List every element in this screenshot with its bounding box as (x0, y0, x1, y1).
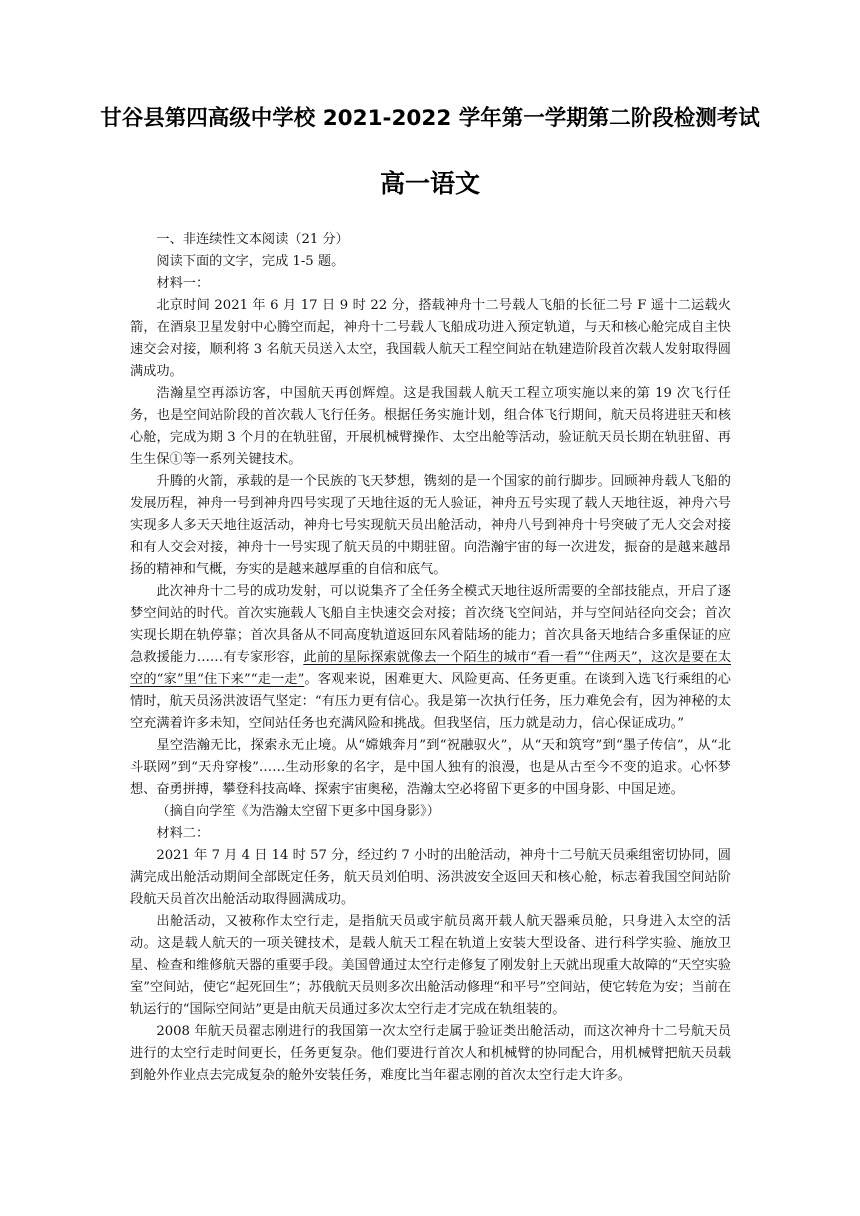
underlined-sentence: 此前的星际探索就像去一个陌生的城市“看一看”“住两天”，这次是要在太空的“家”里“住下来”“走一走” (130, 650, 732, 687)
material-one-label: 材料一： (156, 276, 210, 291)
paragraph: 出舱活动，又被称作太空行走，是指航天员或宇航员离开载人航天器乘员舱，只身进入太空的活动。这是载人航天的一项关键技术，是载人航天工程在轨道上安装大型设备、进行科学实验、施放卫星、检查和维修航天器的重要手段。美国曾通过太空行走修复了刚发射上天就出现重大故障的“天空实验室”空间站，使它“起死回生”；苏俄航天员则多次出舱活动修理“和平号”空间站，使它转危为安；当前在轨运行的“国际空间站”更是由航天员通过多次太空行走才完成在轨组装的。 (130, 914, 731, 1017)
section-heading: 一、非连续性文本阅读（21 分） (156, 232, 349, 247)
paragraph-text: 此次神舟十二号的成功发射，可以说集齐了全任务全模式天地往返所需要的全部技能点，开启了逐梦空间站的时代。首次实施载人飞船自主快速交会对接；首次绕飞空间站，并与空间站径向交会；首次实现长期在轨停靠；首次具备从不同高度轨道返回东风着陆场的能力；首次具备天地结合多重保证的应急救援能力……有专家形容， (130, 584, 731, 665)
document-body (130, 229, 731, 1087)
paragraph: 升腾的火箭，承载的是一个民族的飞天梦想，镌刻的是一个国家的前行脚步。回顾神舟载人飞船的发展历程，神舟一号到神舟四号实现了天地往返的无人验证，神舟五号实现了载人天地往返，神舟六号实现多人多天天地往返活动，神舟七号实现航天员出舱活动，神舟八号到神舟十号突破了无人交会对接和有人交会对接，神舟十一号实现了航天员的中期驻留。向浩瀚宇宙的每一次进发，振奋的是越来越昂扬的精神和气概，夯实的是越来越厚重的自信和底气。 (130, 474, 731, 577)
document-subtitle: 高一语文 (379, 169, 480, 198)
paragraph: 2008 年航天员翟志刚进行的我国第一次太空行走属于验证类出舱活动，而这次神舟十二号航天员进行的太空行走时间更长，任务更复杂。他们要进行首次人和机械臂的协同配合，用机械臂把航天员载到舱外作业点去完成复杂的舱外安装任务，难度比当年翟志刚的首次太空行走大许多。 (130, 1024, 731, 1083)
paragraph: 北京时间 2021 年 6 月 17 日 9 时 22 分，搭载神舟十二号载人飞船的长征二号 F 遥十二运载火箭，在酒泉卫星发射中心腾空而起，神舟十二号载人飞船成功进入预定轨道，与天和核心舱完成自主快速交会对接，顺利将 3 名航天员送入太空，我国载人航天工程空间站在轨建造阶段首次载人发射取得圆满成功。 (130, 298, 731, 379)
instruction-text: 阅读下面的文字，完成 1-5 题。 (156, 254, 345, 269)
paragraph: 浩瀚星空再添访客，中国航天再创辉煌。这是我国载人航天工程立项实施以来的第 19 次飞行任务，也是空间站阶段的首次载人飞行任务。根据任务实施计划，组合体飞行期间，航天员将进驻天和核心舱，完成为期 3 个月的在轨驻留，开展机械臂操作、太空出舱等活动，验证航天员长期在轨驻留、再生生保①等一系列关键技术。 (130, 386, 731, 467)
source-citation: （摘自向学笙《为浩瀚太空留下更多中国身影》） (156, 804, 440, 819)
paragraph (130, 581, 731, 735)
paragraph-text: 。客观来说，困难更大、风险更高、任务更重。在谈到入选飞行乘组的心情时，航天员汤洪波语气坚定：“有压力更有信心。我是第一次执行任务，压力难免会有，因为神秘的太空充满着许多未知，空间站任务也充满风险和挑战。但我坚信，压力就是动力，信心保证成功。” (130, 672, 731, 731)
material-two-label: 材料二： (156, 826, 210, 841)
paragraph: 2021 年 7 月 4 日 14 时 57 分，经过约 7 小时的出舱活动，神舟十二号航天员乘组密切协同，圆满完成出舱活动期间全部既定任务，航天员刘伯明、汤洪波安全返回天和核心舱，标志着我国空间站阶段航天员首次出舱活动取得圆满成功。 (130, 848, 731, 907)
document-title: 甘谷县第四高级中学校 2021-2022 学年第一学期第二阶段检测考试 (100, 106, 760, 131)
paragraph: 星空浩瀚无比，探索永无止境。从“嫦娥奔月”到“祝融驭火”，从“天和筑穹”到“墨子传信”，从“北斗联网”到“天舟穿梭”……生动形象的名字，是中国人独有的浪漫，也是从古至今不变的追求。心怀梦想、奋勇拼搏，攀登科技高峰、探索宇宙奥秘，浩瀚太空必将留下更多的中国身影、中国足迹。 (130, 738, 731, 797)
